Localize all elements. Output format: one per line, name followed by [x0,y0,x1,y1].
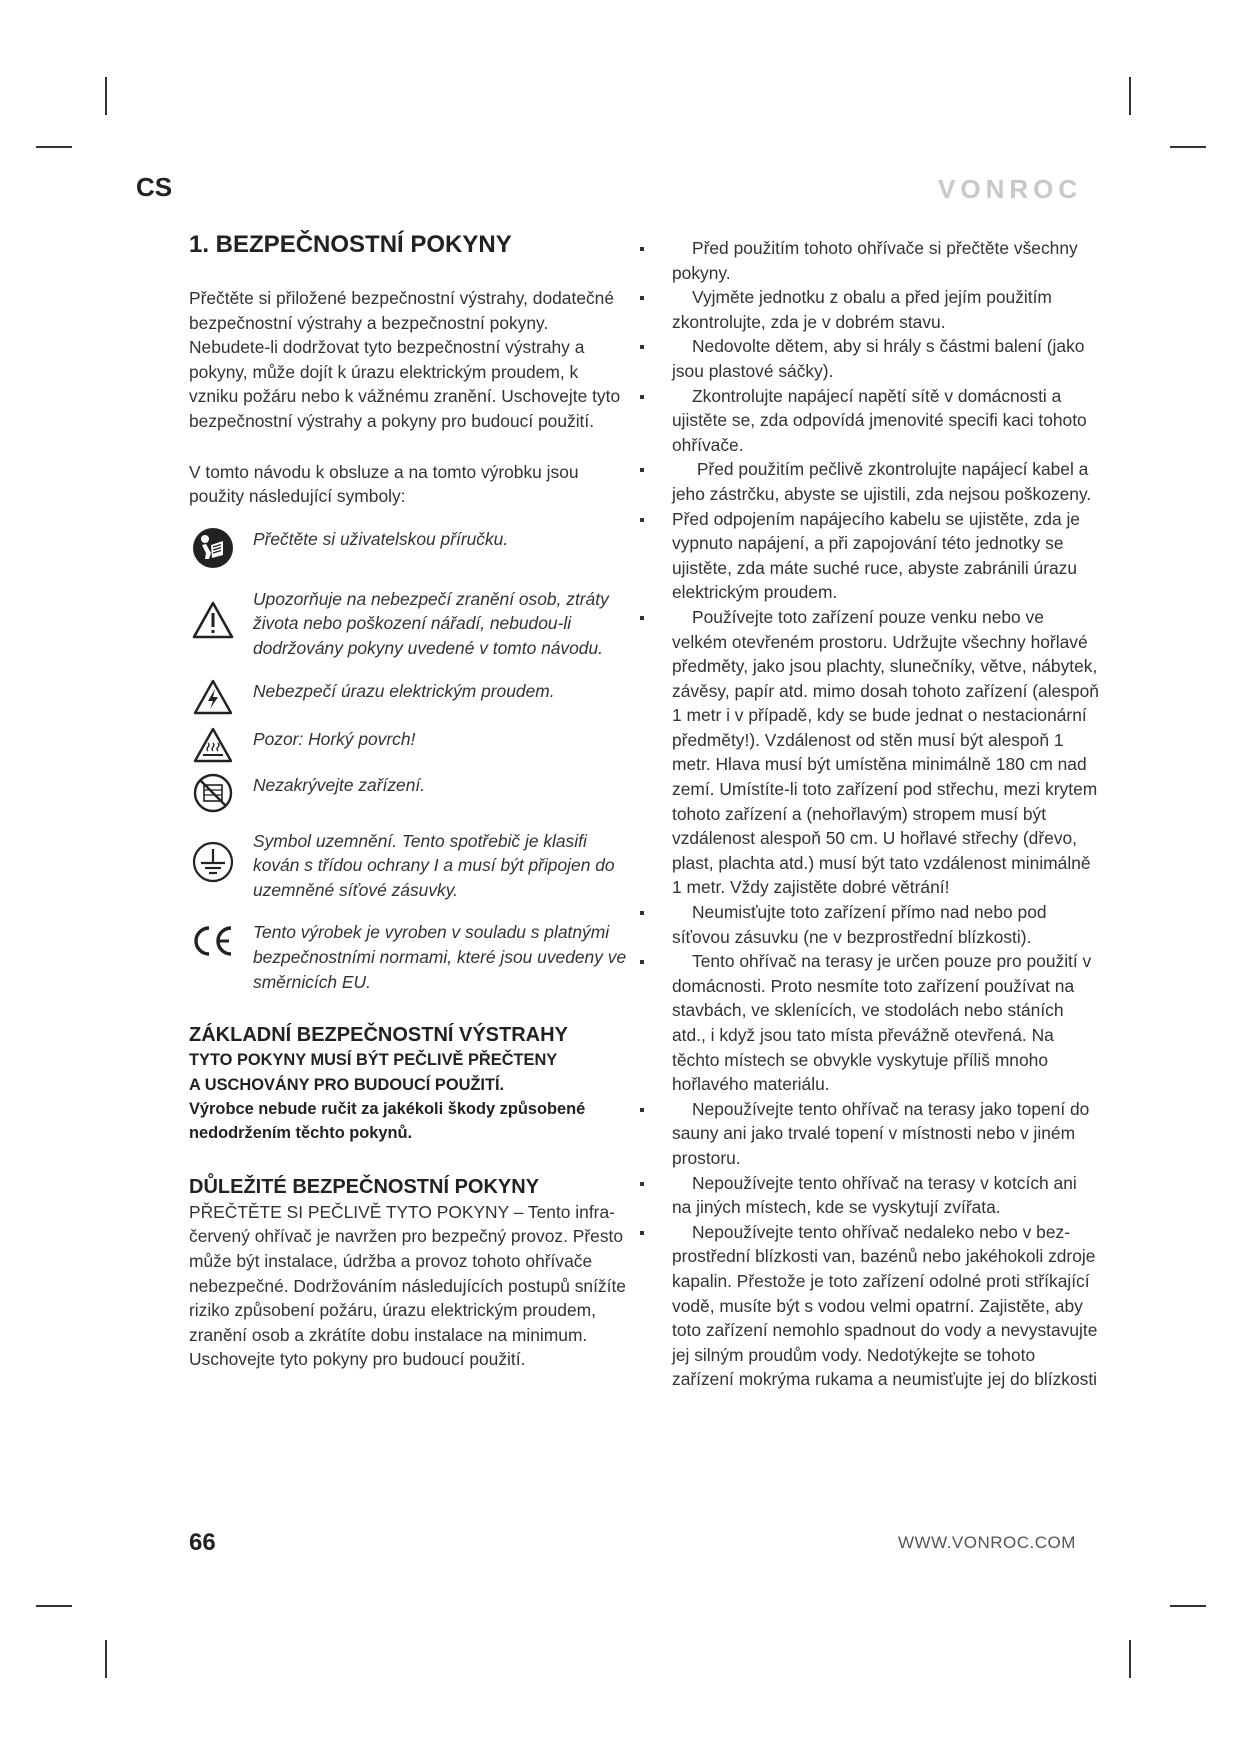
section-title: 1. BEZPEČNOSTNÍ POKYNY [189,231,512,258]
crop-mark [36,146,72,148]
symbol-row [189,920,629,994]
symbol-row [189,527,629,569]
list-item: Používejte toto zařízení pouze venku nebo ve velkém otevřeném prostoru. Udržujte všechny hořlavé předměty, jako jsou plachty, slunečníky, větve, nábytek, závěsy, papír atd. mimo dosah tohoto zařízení (alespoň 1 metr i v případě, kdy se bude jednat o nestacionární předměty!). Vzdálenost od stěn musí být alespoň 1 metr. Hlava musí být umístěna minimálně 180 cm nad zemí. Umístíte-li toto zařízení pod střechu, mezi krytem tohoto zařízení a (nehořlavým) stropem musí být vzdálenost alespoň 50 cm. U hořlavé střechy (dřevo, plast, plachta atd.) musí být tato vzdálenost minimálně 1 metr. Vždy zajistěte dobré větrání! [640,605,1100,900]
basic-warnings-title: ZÁKLADNÍ BEZPEČNOSTNÍ VÝSTRAHY [189,1024,568,1047]
symbol-text: Symbol uzemnění. Tento spotřebič je klasifi kován s třídou ochrany I a musí být připojen do uzemněné síťové zásuvky. [253,830,615,900]
list-item: Neumisťujte toto zařízení přímo nad nebo pod síťovou zásuvku (ne v bezprostřední blízkosti). [640,900,1100,949]
warning-triangle-icon [189,587,237,639]
right-column [640,236,1100,1392]
language-code: CS [136,172,173,202]
liability-note: Výrobce nebude ručit za jakékoli škody způsobené nedodržením těchto pokynů. [189,1099,586,1143]
brand-logo: VONROC [938,174,1083,204]
basic-warnings-line: A USCHOVÁNY PRO BUDOUCÍ POUŽITÍ. [189,1075,505,1094]
earth-ground-icon [189,829,237,883]
symbol-text: Pozor: Horký povrch! [253,728,416,749]
symbols-intro: V tomto návodu k obsluze a na tomto výrobku jsou použity následující symboly: [189,461,579,507]
list-item: Nepoužívejte tento ohřívač nedaleko nebo v bezprostřední blízkosti van, bazénů nebo jakéhokoli zdroje kapalin. Přestože je toto zařízení odolné proti stříkající vodě, musíte být s vodou velmi opatrní. Zajistěte, aby toto zařízení nemohlo spadnout do vody a nevystavujte jej silným proudům vody. Nedotýkejte se tohoto zařízení mokrýma rukama a neumisťujte jej do blízkosti [640,1220,1100,1392]
symbol-row [189,829,629,903]
symbol-row [189,773,629,813]
symbol-text: Přečtěte si uživatelskou příručku. [253,528,509,549]
read-manual-icon [189,527,237,569]
crop-mark [105,1640,107,1678]
crop-mark [1170,146,1206,148]
do-not-cover-icon [189,773,237,813]
intro-paragraph: Přečtěte si přiložené bezpečnostní výstrahy, dodatečné bezpečnostní výstrahy a bezpečnostní pokyny. Nebudete-li dodržovat tyto bezpečnostní výstrahy a pokyny, může dojít k úrazu elektrickým proudem, k vzniku požáru nebo k vážnému zranění. Uschovejte tyto bezpečnostní výstrahy a pokyny pro budoucí použití. [189,288,621,431]
website-url: WWW.VONROC.COM [898,1533,1076,1552]
list-item: Před odpojením napájecího kabelu se ujistěte, zda je vypnuto napájení, a při zapojování této jednotky se ujistěte, zda máte suché ruce, abyste zabránili úrazu elektrickým proudem. [640,507,1100,605]
list-item: Vyjměte jednotku z obalu a před jejím použitím zkontrolujte, zda je v dobrém stavu. [640,285,1100,334]
hot-surface-icon [189,727,237,763]
list-item: Tento ohřívač na terasy je určen pouze pro použití v domácnosti. Proto nesmíte toto zařízení používat na stavbách, ve sklenících, ve stodolách nebo stáních atd., i když jsou tato místa převážně otevřená. Na těchto místech se obvykle vyskytuje příliš mnoho hořlavého materiálu. [640,949,1100,1097]
crop-mark [1129,1640,1131,1678]
list-item: Nepoužívejte tento ohřívač na terasy jako topení do sauny ani jako trvalé topení v místnosti nebo v jiném prostoru. [640,1097,1100,1171]
list-item: Nedovolte dětem, aby si hrály s částmi balení (jako jsou plastové sáčky). [640,334,1100,383]
page-number: 66 [189,1529,216,1556]
list-item: Před použitím pečlivě zkontrolujte napájecí kabel a jeho zástrčku, abyste se ujistili, zda nejsou poškozeny. [640,457,1100,506]
basic-warnings-line: TYTO POKYNY MUSÍ BÝT PEČLIVĚ PŘEČTENY [189,1051,558,1070]
symbol-text: Nebezpečí úrazu elektrickým proudem. [253,680,555,701]
symbol-text: Nezakrývejte zařízení. [253,774,426,795]
crop-mark [36,1605,72,1607]
safety-bullet-list [640,236,1100,1392]
important-instructions-title: DŮLEŽITÉ BEZPEČNOSTNÍ POKYNY [189,1175,540,1198]
list-item: Před použitím tohoto ohřívače si přečtěte všechny pokyny. [640,236,1100,285]
symbol-text: Upozorňuje na nebezpečí zranění osob, ztráty života nebo poškození nářadí, nebudou-li dodržovány pokyny uvedené v tomto návodu. [253,588,609,658]
symbol-row [189,727,629,763]
list-item: Nepoužívejte tento ohřívač na terasy v kotcích ani na jiných místech, kde se vyskytují zvířata. [640,1171,1100,1220]
electric-shock-icon [189,679,237,715]
important-instructions-text: PŘEČTĚTE SI PEČLIVĚ TYTO POKYNY – Tento infračervený ohřívač je navržen pro bezpečný provoz. Přesto může být instalace, údržba a provoz tohoto ohřívače nebezpečné. Dodržováním následujících postupů snížíte riziko způsobení požáru, úrazu elektrickým proudem, zranění osob a zkrátíte dobu instalace na minimum. Uschovejte tyto pokyny pro budoucí použití. [189,1201,626,1370]
symbol-text: Tento výrobek je vyroben v souladu s platnými bezpečnostními normami, které jsou uvedeny ve směrnicích EU. [253,922,627,992]
crop-mark [1170,1605,1206,1607]
symbol-row [189,679,629,715]
symbol-row [189,587,629,661]
list-item: Zkontrolujte napájecí napětí sítě v domácnosti a ujistěte se, zda odpovídá jmenovité specifi kaci tohoto ohřívače. [640,384,1100,458]
crop-mark [105,77,107,115]
left-column [189,230,629,1398]
crop-mark [1129,77,1131,115]
ce-mark-icon [189,920,237,958]
